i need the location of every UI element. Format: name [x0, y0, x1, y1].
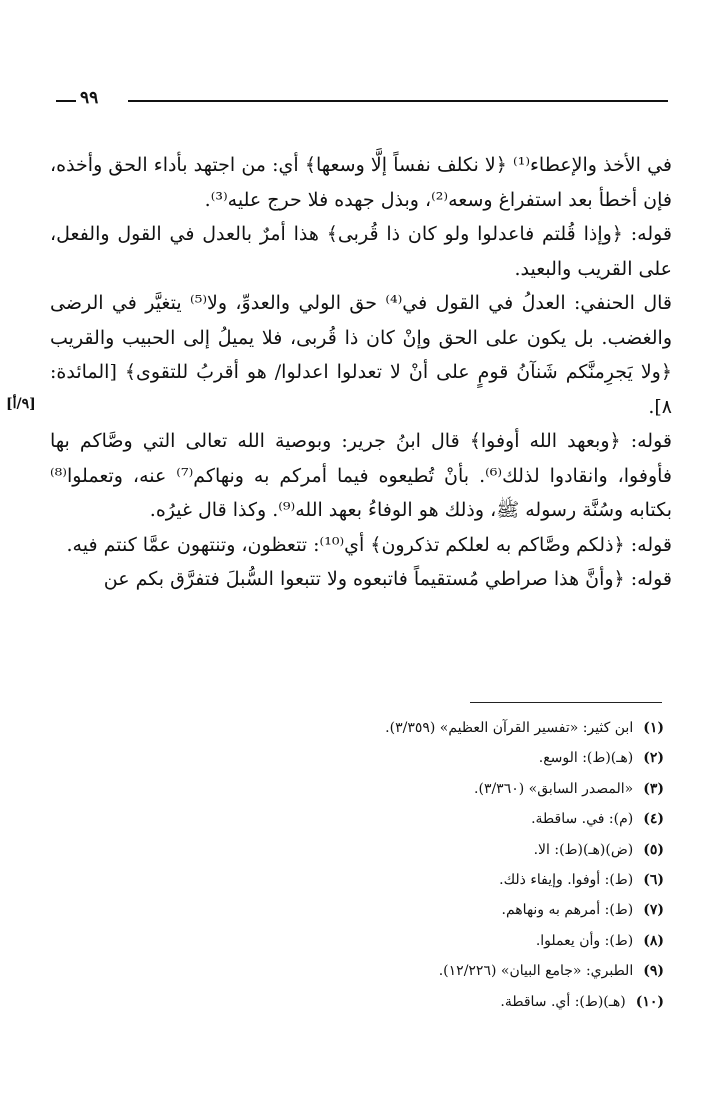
page-header	[56, 88, 668, 112]
footnote	[104, 713, 664, 743]
footnote-number: (٦)	[643, 872, 664, 889]
footnote-number: (١٠)	[635, 993, 664, 1010]
footnote	[104, 774, 664, 804]
header-rule-short	[56, 100, 76, 102]
footnote	[104, 895, 664, 925]
footnote-number: (٣)	[643, 780, 664, 797]
paragraph: قال الحنفي: العدلُ في القول في⁽⁴⁾ حق الولي والعدوِّ، ولا⁽⁵⁾ يتغيَّر في الرضى والغضب. بل يكون على الحق وإنْ كان ذا قُربى، فلا يميلُ إلى الحبيب والقريب ﴿ولا يَجرِمنَّكم شَنآنُ قومٍ على أنْ لا تعدلوا اعدلوا/ هو أقربُ للتقوى﴾ [المائدة: ٨].	[50, 292, 672, 418]
footnote	[104, 804, 664, 834]
footnote-separator	[470, 702, 662, 703]
page-number: ٩٩	[80, 88, 99, 108]
footnote	[104, 835, 664, 865]
footnote-text: (هـ)(ط): الوسع.	[538, 750, 634, 767]
footnote-text: الطبري: «جامع البيان» (١٢/٢٢٦).	[438, 963, 634, 980]
footnote-text: (ض)(هـ)(ط): الا.	[533, 841, 634, 858]
footnote	[104, 926, 664, 956]
footnote	[104, 743, 664, 773]
paragraph: قوله: ﴿وبعهد الله أوفوا﴾ قال ابنُ جرير: وبوصية الله تعالى التي وصَّاكم بها فأوفوا، وانقادوا لذلك⁽⁶⁾. بأنْ تُطيعوه فيما أمركم به ونهاكم⁽⁷⁾ عنه، وتعملوا⁽⁸⁾ بكتابه وسُنَّة رسوله ﷺ، وذلك هو الوفاءُ بعهد الله⁽⁹⁾. وكذا قال غيرُه.	[50, 430, 672, 521]
footnote	[104, 865, 664, 895]
footnote-text: (م): في. ساقطة.	[531, 811, 634, 828]
footnote	[104, 956, 664, 986]
manuscript-folio-marker: [٩/أ]	[6, 396, 36, 412]
footnotes	[104, 713, 664, 1017]
footnote-text: (ط): أوفوا. وإيفاء ذلك.	[499, 872, 634, 889]
paragraph: قوله: ﴿ذلكم وصَّاكم به لعلكم تذكرون﴾ أي⁽¹⁰⁾: تتعظون، وتنتهون عمَّا كنتم فيه.	[66, 533, 672, 556]
footnote-number: (٨)	[643, 932, 664, 949]
paragraph: قوله: ﴿وأنَّ هذا صراطي مُستقيماً فاتبعوه ولا تتبعوا السُّبلَ فتفرَّق بكم عن	[103, 568, 672, 590]
footnote-number: (٧)	[643, 902, 664, 919]
footnote-number: (١)	[643, 720, 664, 736]
footnote-number: (٢)	[643, 750, 664, 767]
footnote	[104, 987, 664, 1017]
footnote-number: (٥)	[643, 841, 664, 858]
footnote-text: (هـ)(ط): أي. ساقطة.	[500, 993, 626, 1010]
footnote-text: (ط): أمرهم به ونهاهم.	[501, 902, 634, 919]
footnote-text: (ط): وأن يعملوا.	[535, 932, 634, 949]
footnote-text: «المصدر السابق» (٣/٣٦٠).	[474, 780, 634, 797]
paragraph: في الأخذ والإعطاء⁽¹⁾ ﴿لا نكلف نفساً إلَّا وسعها﴾ أي: من اجتهد بأداء الحق وأخذه، فإن أخطأ بعد استفراغ وسعه⁽²⁾، وبذل جهده فلا حرج عليه⁽³⁾.	[50, 154, 673, 211]
paragraph: قوله: ﴿وإذا قُلتم فاعدلوا ولو كان ذا قُربى﴾ هذا أمرٌ بالعدل في القول والفعل، على القريب والبعيد.	[50, 223, 672, 280]
main-text	[50, 148, 672, 597]
footnote-number: (٤)	[643, 811, 664, 828]
footnote-number: (٩)	[643, 963, 664, 980]
footnote-text: ابن كثير: «تفسير القرآن العظيم» (٣/٣٥٩).	[385, 720, 634, 736]
header-rule-long	[128, 100, 668, 102]
